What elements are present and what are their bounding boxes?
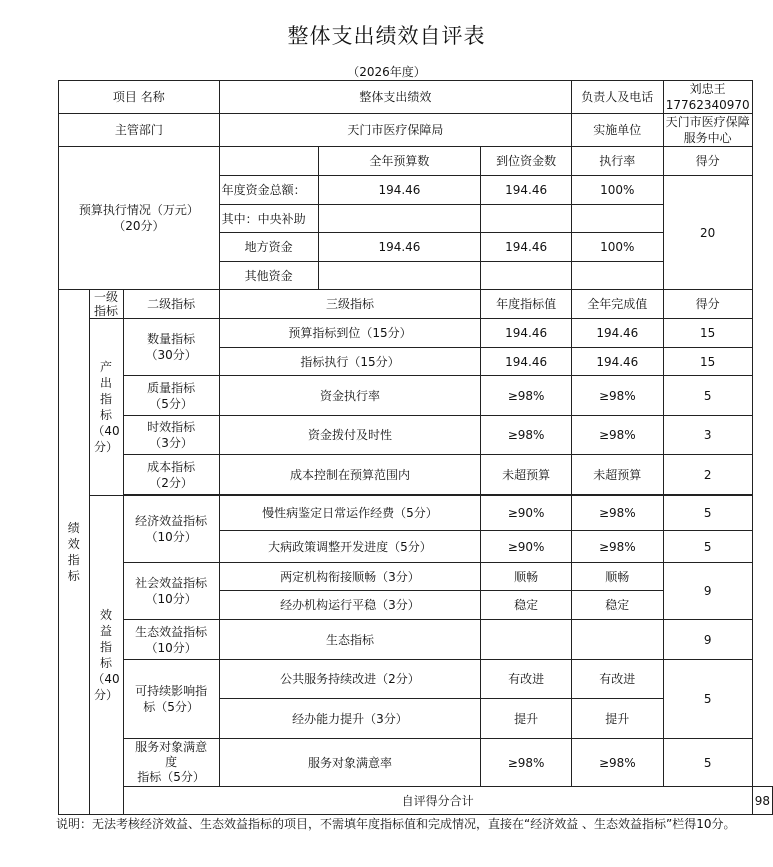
level1-header: 一级 指标 xyxy=(89,290,123,319)
indicator-completion: ≥98% xyxy=(571,376,663,416)
indicator-completion: 194.46 xyxy=(571,348,663,376)
budget-actual-value xyxy=(481,262,572,290)
indicator-completion: 顺畅 xyxy=(571,563,663,591)
indicator-name: 生态指标 xyxy=(219,620,481,660)
budget-score-value: 20 xyxy=(663,176,752,290)
quantity-indicator-label: 数量指标 （30分） xyxy=(123,319,219,376)
indicator-score: 2 xyxy=(663,455,752,495)
budget-actual-value: 194.46 xyxy=(481,176,572,205)
budget-rate-value: 100% xyxy=(571,233,663,262)
budget-annual-header: 全年预算数 xyxy=(318,147,481,176)
footnote: 说明：无法考核经济效益、生态效益指标的项目，不需填年度指标值和完成情况，直接在“经济效益 、生态效益指标”栏得10分。 xyxy=(56,817,736,831)
project-name-value: 整体支出绩效 xyxy=(219,81,571,114)
level3-header: 三级指标 xyxy=(219,290,481,319)
indicator-row xyxy=(59,660,773,699)
total-row xyxy=(59,787,773,815)
indicator-name: 指标执行（15分） xyxy=(219,348,481,376)
evaluation-table xyxy=(58,80,773,815)
contact-value: 刘忠王 17762340970 xyxy=(663,81,752,114)
indicator-target xyxy=(481,620,572,660)
indicator-score: 9 xyxy=(663,563,752,620)
cost-indicator-label: 成本指标 （2分） xyxy=(123,455,219,495)
budget-rate-value xyxy=(571,205,663,233)
indicator-name: 慢性病鉴定日常运作经费（5分） xyxy=(219,496,481,531)
indicator-completion: 提升 xyxy=(571,699,663,739)
department-value: 天门市医疗保障局 xyxy=(219,114,571,147)
indicator-name: 资金拨付及时性 xyxy=(219,416,481,455)
budget-score-header: 得分 xyxy=(663,147,752,176)
indicator-target: ≥98% xyxy=(481,739,572,787)
indicator-target: ≥98% xyxy=(481,416,572,455)
indicator-score: 5 xyxy=(663,660,752,739)
effect-indicator-label: 效 益 指 标 （40 分） xyxy=(89,496,123,815)
indicator-target: 未超预算 xyxy=(481,455,572,495)
contact-label: 负责人及电话 xyxy=(571,81,663,114)
timeliness-indicator-label: 时效指标 （3分） xyxy=(123,416,219,455)
budget-item-name: 年度资金总额： xyxy=(219,176,318,205)
indicator-header-row xyxy=(59,290,773,319)
indicator-row xyxy=(59,563,773,591)
project-row xyxy=(59,81,773,114)
budget-annual-value xyxy=(318,262,481,290)
indicator-name: 经办能力提升（3分） xyxy=(219,699,481,739)
department-row xyxy=(59,114,773,147)
budget-rate-value: 100% xyxy=(571,176,663,205)
indicator-row xyxy=(59,319,773,348)
page-title: 整体支出绩效自评表 xyxy=(287,24,486,48)
satisfaction-indicator-label: 服务对象满意 度 指标（5分） xyxy=(123,739,219,787)
indicator-name: 服务对象满意率 xyxy=(219,739,481,787)
indicator-completion: 有改进 xyxy=(571,660,663,699)
indicator-target: 194.46 xyxy=(481,348,572,376)
budget-rate-value xyxy=(571,262,663,290)
indicator-target: 有改进 xyxy=(481,660,572,699)
project-name-label: 项目 名称 xyxy=(59,81,220,114)
budget-annual-value xyxy=(318,205,481,233)
indicator-row xyxy=(59,376,773,416)
indicator-score: 5 xyxy=(663,496,752,531)
budget-annual-value: 194.46 xyxy=(318,233,481,262)
indicator-name: 大病政策调整开发进度（5分） xyxy=(219,531,481,563)
total-score-value: 98 xyxy=(752,787,772,815)
indicator-target: ≥98% xyxy=(481,376,572,416)
level2-header: 二级指标 xyxy=(123,290,219,319)
budget-annual-value: 194.46 xyxy=(318,176,481,205)
implementing-unit-value: 天门市医疗保障服务中心 xyxy=(663,114,752,147)
indicator-name: 预算指标到位（15分） xyxy=(219,319,481,348)
indicator-target: 194.46 xyxy=(481,319,572,348)
indicator-target: 稳定 xyxy=(481,591,572,620)
indicator-score: 5 xyxy=(663,739,752,787)
completion-header: 全年完成值 xyxy=(571,290,663,319)
department-label: 主管部门 xyxy=(59,114,220,147)
sustainable-indicator-label: 可持续影响指 标（5分） xyxy=(123,660,219,739)
report-year: （2026年度） xyxy=(347,65,426,79)
total-score-label: 自评得分合计 xyxy=(123,787,752,815)
performance-indicator-label: 绩 效 指 标 xyxy=(59,290,90,815)
indicator-completion: 194.46 xyxy=(571,319,663,348)
indicator-row xyxy=(59,620,773,660)
implementing-unit-label: 实施单位 xyxy=(571,114,663,147)
indicator-target: 顺畅 xyxy=(481,563,572,591)
indicator-name: 公共服务持续改进（2分） xyxy=(219,660,481,699)
budget-rate-header: 执行率 xyxy=(571,147,663,176)
indicator-score: 5 xyxy=(663,376,752,416)
economic-indicator-label: 经济效益指标 （10分） xyxy=(123,496,219,563)
output-indicator-label: 产 出 指 标 （40 分） xyxy=(89,319,123,496)
indicator-score: 15 xyxy=(663,348,752,376)
indicator-name: 成本控制在预算范围内 xyxy=(219,455,481,495)
indicator-score-header: 得分 xyxy=(663,290,752,319)
indicator-score: 5 xyxy=(663,531,752,563)
target-header: 年度指标值 xyxy=(481,290,572,319)
indicator-completion: ≥98% xyxy=(571,739,663,787)
social-indicator-label: 社会效益指标 （10分） xyxy=(123,563,219,620)
indicator-completion: 未超预算 xyxy=(571,455,663,495)
ecological-indicator-label: 生态效益指标 （10分） xyxy=(123,620,219,660)
budget-actual-value xyxy=(481,205,572,233)
indicator-score: 3 xyxy=(663,416,752,455)
indicator-score: 9 xyxy=(663,620,752,660)
budget-item-name: 其中：中央补助 xyxy=(219,205,318,233)
indicator-row xyxy=(59,496,773,531)
quality-indicator-label: 质量指标 （5分） xyxy=(123,376,219,416)
indicator-name: 经办机构运行平稳（3分） xyxy=(219,591,481,620)
budget-blank-header xyxy=(219,147,318,176)
indicator-completion: ≥98% xyxy=(571,531,663,563)
budget-item-name: 其他资金 xyxy=(219,262,318,290)
indicator-completion: ≥98% xyxy=(571,496,663,531)
indicator-name: 资金执行率 xyxy=(219,376,481,416)
budget-actual-header: 到位资金数 xyxy=(481,147,572,176)
indicator-row xyxy=(59,416,773,455)
budget-actual-value: 194.46 xyxy=(481,233,572,262)
indicator-score: 15 xyxy=(663,319,752,348)
budget-item-name: 地方资金 xyxy=(219,233,318,262)
budget-execution-label: 预算执行情况（万元） （20分） xyxy=(59,147,220,290)
indicator-row xyxy=(59,455,773,495)
indicator-target: ≥90% xyxy=(481,531,572,563)
indicator-completion: 稳定 xyxy=(571,591,663,620)
budget-header-row xyxy=(59,147,773,176)
indicator-completion: ≥98% xyxy=(571,416,663,455)
indicator-target: 提升 xyxy=(481,699,572,739)
indicator-target: ≥90% xyxy=(481,496,572,531)
indicator-completion xyxy=(571,620,663,660)
indicator-row xyxy=(59,739,773,787)
indicator-name: 两定机构衔接顺畅（3分） xyxy=(219,563,481,591)
